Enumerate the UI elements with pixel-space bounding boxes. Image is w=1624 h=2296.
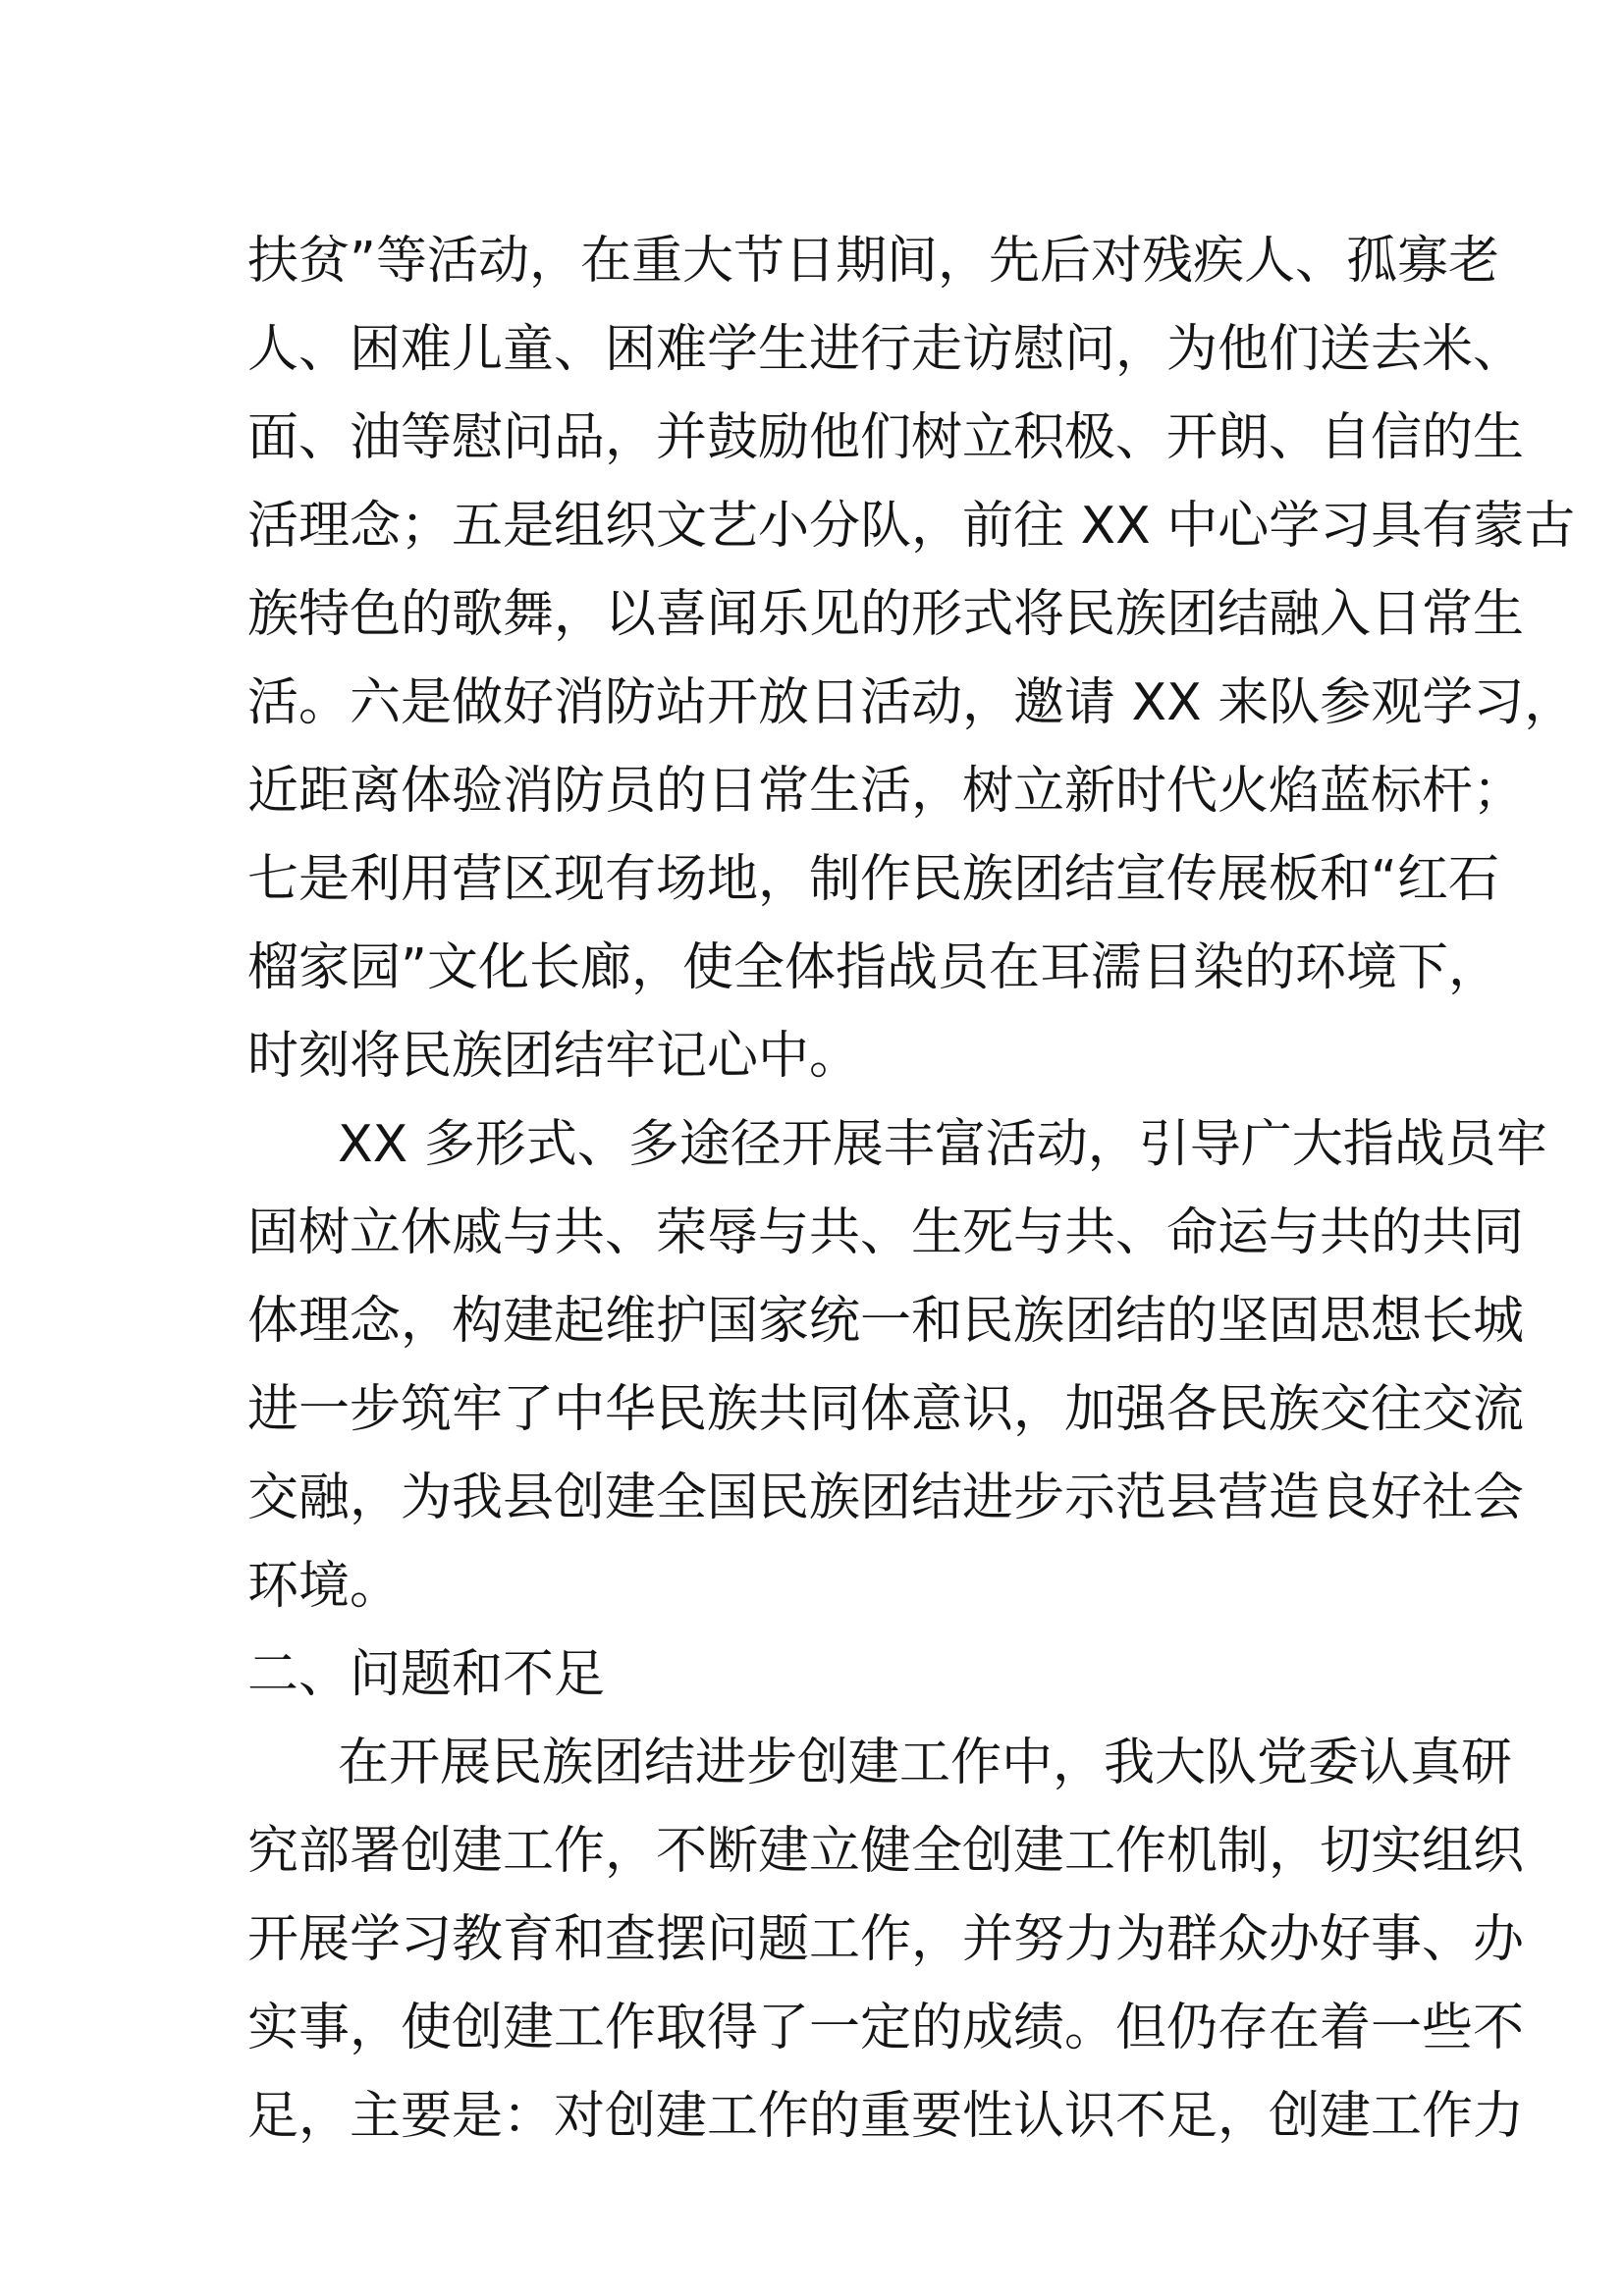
- text-line: 活理念；五是组织文艺小分队，前往 XX 中心学习具有蒙古: [247, 497, 1576, 556]
- text-line: 活。六是做好消防站开放日活动，邀请 XX 来队参观学习，: [247, 673, 1576, 732]
- text-line: 时刻将民族团结牢记心中。: [247, 1027, 861, 1086]
- section-heading: 二、问题和不足: [247, 1645, 606, 1704]
- paragraph-first-line: XX 多形式、多途径开展丰富活动，引导广大指战员牢: [338, 1115, 1547, 1174]
- body-text: [247, 217, 1576, 2161]
- text-line: 近距离体验消防员的日常生活，树立新时代火焰蓝标杆；: [247, 762, 1525, 821]
- text-line: 实事，使创建工作取得了一定的成绩。但仍存在着一些不: [247, 1999, 1525, 2057]
- text-line: 体理念，构建起维护国家统一和民族团结的坚固思想长城: [247, 1292, 1525, 1351]
- text-line: 扶贫”等活动，在重大节日期间，先后对残疾人、孤寡老: [247, 232, 1499, 291]
- text-line: 进一步筑牢了中华民族共同体意识，加强各民族交往交流: [247, 1380, 1525, 1439]
- text-line: 足，主要是：对创建工作的重要性认识不足，创建工作力: [247, 2087, 1525, 2146]
- text-line: 面、油等慰问品，并鼓励他们树立积极、开朗、自信的生: [247, 408, 1525, 467]
- text-line: 人、困难儿童、困难学生进行走访慰问，为他们送去米、: [247, 320, 1525, 379]
- text-line: 七是利用营区现有场地，制作民族团结宣传展板和“红石: [247, 850, 1499, 909]
- text-line: 固树立休戚与共、荣辱与共、生死与共、命运与共的共同: [247, 1203, 1525, 1262]
- text-line: 究部署创建工作，不断建立健全创建工作机制，切实组织: [247, 1822, 1525, 1881]
- paragraph-first-line: 在开展民族团结进步创建工作中，我大队党委认真研: [338, 1734, 1513, 1792]
- text-line: 开展学习教育和查摆问题工作，并努力为群众办好事、办: [247, 1910, 1525, 1969]
- text-line: 环境。: [247, 1557, 402, 1616]
- text-line: 交融，为我县创建全国民族团结进步示范县营造良好社会: [247, 1468, 1525, 1527]
- text-line: 族特色的歌舞，以喜闻乐见的形式将民族团结融入日常生: [247, 585, 1525, 644]
- text-line: 榴家园”文化长廊，使全体指战员在耳濡目染的环境下，: [247, 938, 1499, 997]
